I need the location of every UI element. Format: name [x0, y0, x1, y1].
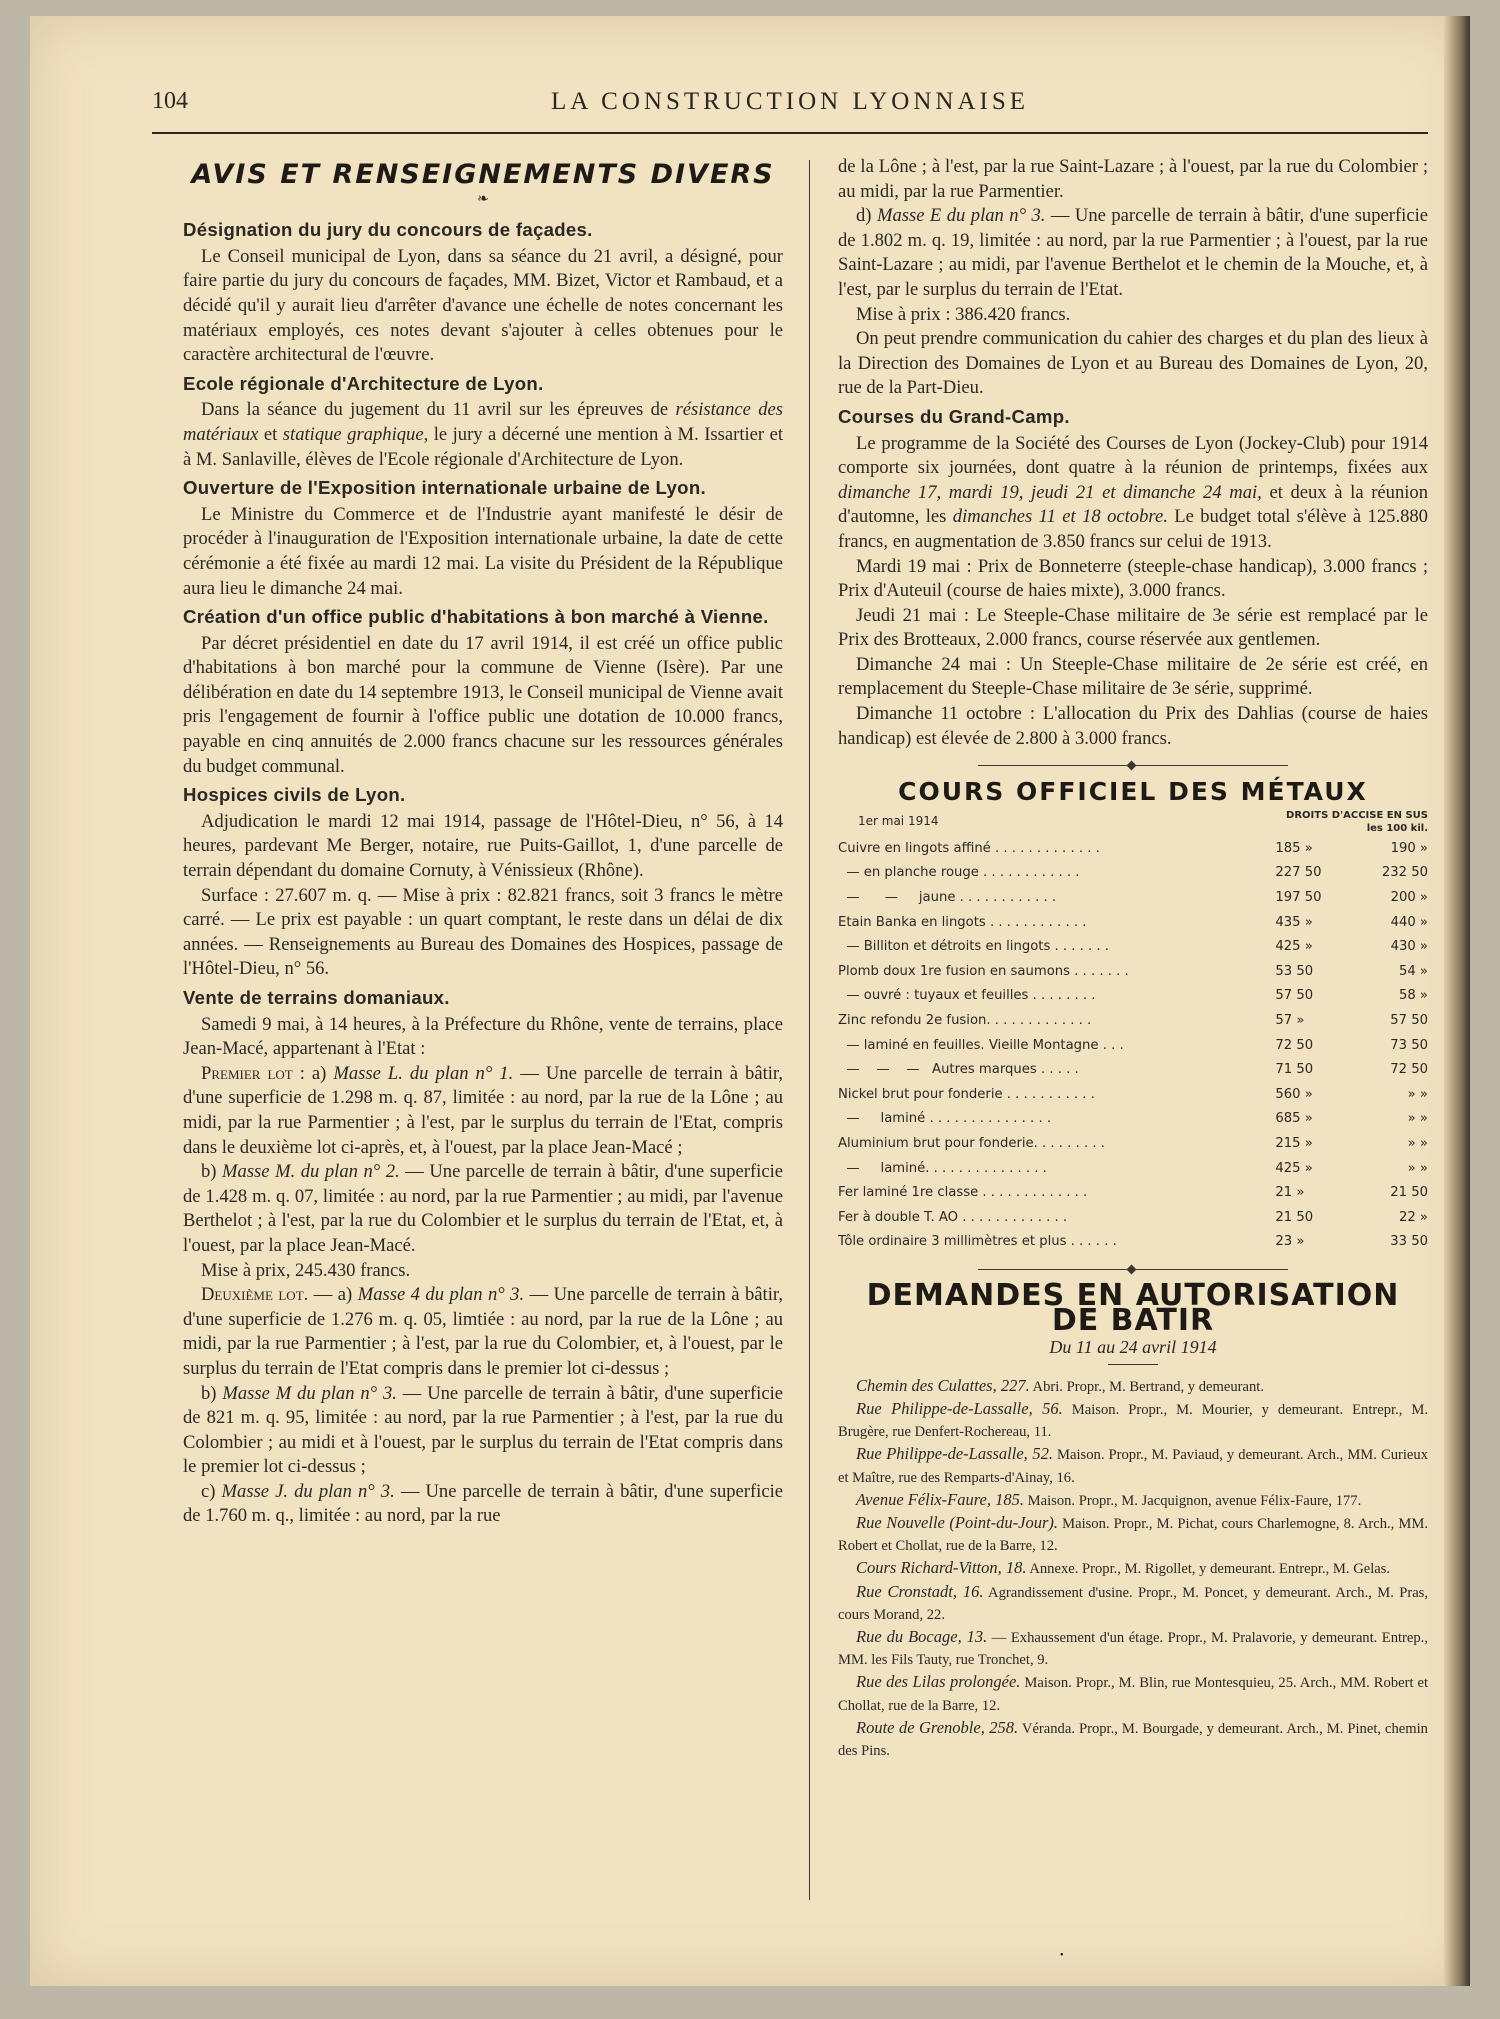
entry-text: Maison. Propr., M. Jacquignon, avenue Félix-Faure, 177. [1024, 1492, 1362, 1509]
table-row [838, 837, 1428, 862]
metal-label: Tôle ordinaire 3 millimètres et plus . . . . . . [838, 1234, 1117, 1250]
price-excise: 430 » [1390, 939, 1428, 955]
price: 23 » [1275, 1234, 1305, 1250]
price-excise: 73 50 [1390, 1037, 1428, 1053]
price-excise: 190 » [1390, 840, 1428, 856]
entry-address: Chemin des Culattes, 227. [856, 1375, 1030, 1395]
courses-p4: Dimanche 24 mai : Un Steeple-Chase militaire de 2e série est créé, en remplacement du Steeple-Chase militaire de 3e série, supprimé. [838, 653, 1428, 700]
ecole-title: Ecole régionale d'Architecture de Lyon. [183, 372, 544, 394]
list-item [838, 1443, 1428, 1488]
entry-address: Avenue Félix-Faure, 185. [856, 1489, 1024, 1509]
price-excise: 232 50 [1381, 865, 1428, 881]
column-divider [809, 160, 810, 1900]
header-rule [152, 132, 1428, 134]
vienne-text: Par décret présidentiel en date du 17 avril 1914, il est créé un office public d'habitations à bon marché pour la commune de Vienne (Isère). Par une délibération en date du 14 septembre 1913, le Conseil municipal de Vienne avait pris l'engagement de fournir à l'office public une dotation de 10.000 francs, payable en cinq annuités de 2.000 francs chacune sur les ressources générales du budget communal. [183, 632, 783, 777]
price-excise: 21 50 [1390, 1185, 1428, 1201]
entry-text: Maison. Propr., M. Paviaud, y demeurant. Arch., MM. Curieux et Maître, rue des Remparts-d'Ainay, 16. [838, 1447, 1428, 1486]
price: 72 50 [1275, 1037, 1314, 1053]
entry-address: Rue Cronstadt, 16. [856, 1581, 984, 1601]
metal-label: Fer à double T. AO . . . . . . . . . . . . . [838, 1209, 1068, 1225]
hospices-title: Hospices civils de Lyon. [183, 784, 406, 806]
price-excise: 22 » [1398, 1209, 1428, 1225]
price-excise: » » [1407, 1135, 1428, 1151]
courses-p3: Jeudi 21 mai : Le Steeple-Chase militaire de 3e série est remplacé par le Prix des Brotteaux, 2.000 francs, course réservée aux gentlemen. [838, 604, 1428, 651]
ornament: ❧ [477, 191, 489, 207]
metal-label: — en planche rouge . . . . . . . . . . . . [838, 865, 1080, 881]
entry-address: Rue du Bocage, 13. [856, 1626, 988, 1646]
book-spine [1444, 16, 1470, 1986]
metaux-title: COURS OFFICIEL DES MÉTAUX [898, 777, 1368, 807]
mise-prix: Mise à prix : 386.420 francs. [856, 303, 1071, 325]
entry-address: Rue Philippe-de-Lassalle, 56. [856, 1398, 1063, 1418]
metal-label: — laminé. . . . . . . . . . . . . . . [838, 1160, 1047, 1176]
courses-p5: Dimanche 11 octobre : L'allocation du Prix des Dahlias (course de haies handicap) est élevée de 2.800 à 3.000 francs. [838, 703, 1428, 749]
list-item [838, 1557, 1428, 1580]
entry-text: Maison. Propr., M. Pichat, cours Charlemogne, 8. Arch., MM. Robert et Chollat, rue de la Barre, 12. [838, 1515, 1428, 1555]
expo-title: Ouverture de l'Exposition internationale urbaine de Lyon. [183, 477, 706, 499]
page-header [152, 88, 1428, 118]
running-title: LA CONSTRUCTION LYONNAISE [550, 88, 1030, 115]
table-row [838, 984, 1428, 1009]
table-row [838, 861, 1428, 886]
price: 197 50 [1275, 890, 1322, 906]
price-excise: 440 » [1390, 914, 1428, 930]
entry-text: Abri. Propr., M. Bertrand, y demeurant. [1029, 1378, 1264, 1395]
courses-p1: Le programme de la Société des Courses de Lyon (Jockey-Club) pour 1914 comporte six journées, dont quatre à la réunion de printemps, fixées aux dimanche 17, mardi 19, jeudi 21 et dimanche 24 mai, et deux à la réunion d'automne, les dimanches 11 et 18 octobre. Le budget total s'élève à 125.880 francs, en augmentation de 3.850 francs sur celui de 1913. [838, 432, 1429, 552]
table-row [838, 886, 1428, 911]
price-excise: » » [1407, 1086, 1428, 1102]
price: 21 » [1275, 1185, 1305, 1201]
batir-title: DEMANDES EN AUTORISATION DE BATIR [866, 1277, 1400, 1338]
left-column [183, 155, 783, 1529]
lot1-b: b) Masse M. du plan n° 2. — Une parcelle de terrain à bâtir, d'une superficie de 1.428 m. q. 07, limitée : au nord, par la rue Parmentier ; au midi, par l'avenue Berthelot ; à l'est, par la rue du Colombier et le surplus du terrain de l'Etat, et, à l'ouest, par la place Jean-Macé. [183, 1161, 783, 1256]
entry-address: Cours Richard-Vitton, 18. [856, 1558, 1027, 1578]
batir-subtitle: Du 11 au 24 avril 1914 [1049, 1337, 1217, 1358]
price-excise: 200 » [1390, 890, 1428, 906]
price: 53 50 [1275, 963, 1314, 979]
metal-label: Plomb doux 1re fusion en saumons . . . . . . . [838, 963, 1129, 979]
price: 71 50 [1275, 1062, 1314, 1078]
entry-text: Annexe. Propr., M. Rigollet, y demeurant. Entrepr., M. Gelas. [1026, 1561, 1391, 1578]
courses-title: Courses du Grand-Camp. [838, 405, 1070, 427]
separator [978, 1269, 1288, 1270]
entry-text: Véranda. Propr., M. Bourgade, y demeurant. Arch., M. Pinet, chemin des Pins. [838, 1720, 1428, 1759]
section-title: AVIS ET RENSEIGNEMENTS DIVERS [191, 159, 775, 190]
hospices-text-1: Adjudication le mardi 12 mai 1914, passage de l'Hôtel-Dieu, n° 56, à 14 heures, pardevant Me Berger, notaire, rue Puits-Gaillot, 1, d'une parcelle de terrain dépendant du domaine Cornuty, à Vénissieux (Rhône). [183, 810, 783, 882]
table-row [838, 1206, 1428, 1231]
hospices-text-2: Surface : 27.607 m. q. — Mise à prix : 82.821 francs, soit 3 francs le mètre carré. — Le prix est payable : un quart comptant, le reste dans un délai de dix années. — Renseignements au Bureau des Domaines des Hospices, passage de l'Hôtel-Dieu, n° 56. [183, 884, 783, 980]
short-rule [1108, 1364, 1158, 1365]
price-excise: 54 » [1398, 963, 1428, 979]
page-number: 104 [152, 88, 188, 114]
price-excise: » » [1407, 1160, 1428, 1176]
lot2-a: Deuxième lot. — a) Masse 4 du plan n° 3. — Une parcelle de terrain à bâtir, d'une superficie de 1.276 m. q. 05, limtiée : au nord, par la rue de la Lône ; au midi, par la rue Parmentier ; à l'est, par la rue du Colombier, et, à l'ouest, par le surplus du terrain de l'Etat compris dans le premier lot ci-dessus ; [183, 1284, 783, 1379]
continuation-text: de la Lône ; à l'est, par la rue Saint-Lazare ; à l'ouest, par la rue du Colombier ; au midi, par la rue Parmentier. [838, 156, 1428, 202]
list-item [838, 1581, 1428, 1626]
price: 185 » [1275, 840, 1313, 856]
entry-address: Route de Grenoble, 258. [856, 1717, 1019, 1737]
table-row [838, 1034, 1428, 1059]
table-row [838, 1009, 1428, 1034]
table-row [838, 1181, 1428, 1206]
entry-text: Maison. Propr., M. Mourier, y demeurant. Entrepr., M. Brugère, rue Denfert-Rochereau, 11. [838, 1401, 1428, 1441]
list-item [838, 1489, 1428, 1512]
metaux-droits: DROITS D'ACCISE EN SUS les 100 kil. [1286, 809, 1428, 834]
lot2-b: b) Masse M du plan n° 3. — Une parcelle de terrain à bâtir, d'une superficie de 821 m. q. 95, limitée : au nord, par la rue Parmentier ; à l'est, par la rue du Colombier ; au midi et à l'ouest, par le surplus du terrain de l'Etat compris dans le premier lot ci-dessus ; [183, 1382, 784, 1478]
list-item [838, 1375, 1428, 1398]
metal-label: Fer laminé 1re classe . . . . . . . . . . . . . [838, 1185, 1088, 1201]
metal-label: Cuivre en lingots affiné . . . . . . . . . . . . . [838, 840, 1100, 856]
metaux-date: 1er mai 1914 [858, 813, 939, 828]
price-excise: » » [1407, 1111, 1428, 1127]
entry-address: Rue Nouvelle (Point-du-Jour). [856, 1512, 1059, 1532]
metaux-header [838, 809, 1428, 837]
metaux-table [838, 837, 1428, 1255]
entry-address: Rue Philippe-de-Lassalle, 52. [856, 1444, 1053, 1464]
metal-label: — Billiton et détroits en lingots . . . . . . . [838, 939, 1110, 955]
right-column [838, 155, 1428, 1762]
table-row [838, 935, 1428, 960]
list-item [838, 1398, 1428, 1443]
list-item [838, 1512, 1428, 1557]
metal-label: Nickel brut pour fonderie . . . . . . . . . . . [838, 1086, 1095, 1102]
price-excise: 72 50 [1390, 1062, 1428, 1078]
price: 425 » [1275, 1160, 1313, 1176]
separator [978, 765, 1288, 766]
price: 57 50 [1275, 988, 1314, 1004]
price: 425 » [1275, 939, 1313, 955]
vente-title: Vente de terrains domaniaux. [183, 987, 450, 1008]
metal-label: — — — Autres marques . . . . . [838, 1062, 1079, 1078]
metal-label: Aluminium brut pour fonderie. . . . . . . . . [838, 1135, 1105, 1151]
jury-text: Le Conseil municipal de Lyon, dans sa séance du 21 avril, a désigné, pour faire partie du jury du concours de façades, MM. Bizet, Victor et Rambaud, et a décidé qu'il y aurait lieu d'arrêter d'avance une échelle de notes concernant les matériaux employés, ces notes devant s'ajouter à celles obtenues pour le caractère architectural de l'œuvre. [183, 245, 783, 366]
price: 215 » [1275, 1135, 1313, 1151]
entry-text: Agrandissement d'usine. Propr., M. Poncet, y demeurant. Arch., M. Pras, cours Morand, 22. [838, 1584, 1428, 1623]
table-row [838, 1083, 1428, 1108]
entry-address: Rue des Lilas prolongée. [856, 1672, 1021, 1692]
metal-label: — — jaune . . . . . . . . . . . . [838, 890, 1057, 906]
price-excise: 33 50 [1390, 1234, 1428, 1250]
table-row [838, 1157, 1428, 1182]
price-excise: 58 » [1398, 988, 1428, 1004]
table-row [838, 960, 1428, 985]
metal-label: Etain Banka en lingots . . . . . . . . . . . . [838, 914, 1087, 930]
price: 560 » [1275, 1086, 1313, 1102]
batir-list [838, 1375, 1428, 1762]
table-row [838, 911, 1428, 936]
list-item [838, 1671, 1428, 1716]
price: 685 » [1275, 1111, 1313, 1127]
lot2-c: c) Masse J. du plan n° 3. — Une parcelle de terrain à bâtir, d'une superficie de 1.760 m. q., limitée : au nord, par la rue [183, 1480, 784, 1527]
expo-text: Le Ministre du Commerce et de l'Industrie ayant manifesté le désir de procéder à l'inauguration de l'Exposition internationale urbaine, la date de cette cérémonie a été fixée au mardi 12 mai. La visite du Président de la République aura lieu le dimanche 24 mai. [183, 503, 783, 599]
page-mark: • [1060, 1950, 1064, 1961]
lot1-prix: Mise à prix, 245.430 francs. [201, 1259, 411, 1281]
price: 227 50 [1275, 865, 1322, 881]
vente-intro: Samedi 9 mai, à 14 heures, à la Préfecture du Rhône, vente de terrains, place Jean-Macé, appartenant à l'Etat : [183, 1013, 783, 1060]
masse-e: d) Masse E du plan n° 3. — Une parcelle de terrain à bâtir, d'une superficie de 1.802 m. q. 19, limitée : au nord, par la rue Parmentier ; à l'ouest, par la rue Saint-Lazare ; au midi, par l'avenue Berthelot et le chemin de la Mouche, et, à l'est, par le surplus du terrain de l'Etat. [838, 205, 1428, 300]
metal-label: Zinc refondu 2e fusion. . . . . . . . . . . . . [838, 1013, 1092, 1028]
metal-label: — laminé en feuilles. Vieille Montagne . . . [838, 1037, 1124, 1053]
list-item [838, 1626, 1428, 1671]
metal-label: — laminé . . . . . . . . . . . . . . . [838, 1111, 1052, 1127]
communication-text: On peut prendre communication du cahier des charges et du plan des lieux à la Direction des Domaines de Lyon et au Bureau des Domaines de Lyon, 20, rue de la Part-Dieu. [838, 328, 1428, 399]
courses-p2: Mardi 19 mai : Prix de Bonneterre (steeple-chase handicap), 3.000 francs ; Prix d'Auteuil (course de haies mixte), 3.000 francs. [838, 555, 1428, 602]
table-row [838, 1230, 1428, 1255]
price: 57 » [1275, 1013, 1305, 1028]
ecole-text: Dans la séance du jugement du 11 avril sur les épreuves de résistance des matériaux et statique graphique, le jury a décerné une mention à M. Issartier et à M. Sanlaville, élèves de l'Ecole régionale d'Architecture de Lyon. [183, 399, 783, 470]
list-item [838, 1717, 1428, 1762]
price: 21 50 [1275, 1209, 1314, 1225]
price: 435 » [1275, 914, 1313, 930]
entry-text: Maison. Propr., M. Blin, rue Montesquieu, 25. Arch., MM. Robert et Chollat, rue de la Barre, 12. [838, 1675, 1428, 1714]
price-excise: 57 50 [1390, 1013, 1428, 1028]
table-row [838, 1132, 1428, 1157]
table-row [838, 1058, 1428, 1083]
lot1-a: Premier lot : a) Masse L. du plan n° 1. — Une parcelle de terrain à bâtir, d'une superficie de 1.298 m. q. 87, limitée : au nord, par la rue de la Lône ; au midi, par la rue Parmentier ; à l'est, par le surplus du terrain de l'Etat, compris dans le deuxième lot ci-après, et, à l'ouest, par la place Jean-Macé ; [183, 1062, 783, 1158]
table-row [838, 1107, 1428, 1132]
vienne-title: Création d'un office public d'habitations à bon marché à Vienne. [183, 606, 769, 628]
jury-title: Désignation du jury du concours de façades. [183, 219, 593, 241]
entry-text: — Exhaussement d'un étage. Propr., M. Pralavorie, y demeurant. Entrep., MM. les Fils Tauty, rue Tronchet, 9. [838, 1629, 1428, 1669]
metal-label: — ouvré : tuyaux et feuilles . . . . . . . . [838, 988, 1096, 1004]
